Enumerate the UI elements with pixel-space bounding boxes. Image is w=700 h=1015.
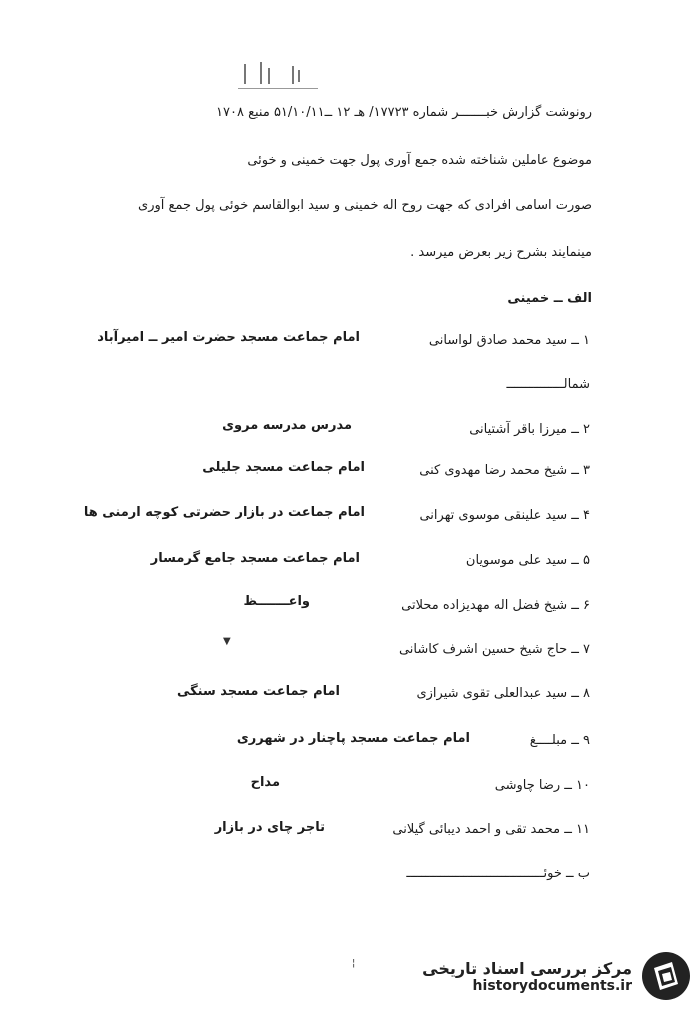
stamp-mark [238,58,318,89]
org-name: مرکز بررسی اسناد تاریخی [422,958,632,978]
entry-8-desc: امام جماعت مسجد سنگی [176,684,340,699]
section-b-heading: ب ــ خوئــــــــــــــــــــــــــــــــــــ [406,866,590,881]
report-subject: موضوع عاملین شناخته شده جمع آوری پول جهت خمینی و خوئی [247,153,592,168]
entry-2-desc: مدرس مدرسه مروی [222,418,352,433]
entry-6-name: ۶ ــ شیخ فضل اله مهدیزاده محلاتی [401,598,590,613]
entry-9-desc: امام جماعت مسجد پاچنار در شهرری [236,731,470,746]
entry-10-name: ۱۰ ــ رضا چاوشی [494,778,590,793]
entry-5-desc: امام جماعت مسجد جامع گرمسار [150,551,360,566]
website-link[interactable]: historydocuments.ir [472,977,632,994]
section-a-heading: الف ــ خمینی [507,291,592,306]
entry-5-name: ۵ ــ سید علی موسویان [465,553,590,568]
entry-8-name: ۸ ــ سید عبدالعلی تقوی شیرازی [416,686,590,701]
intro-line-2: مینمایند بشرح زیر بعرض میرسد . [410,245,592,260]
intro-line-1: صورت اسامی افرادی که جهت روح اله خمینی و سید ابوالقاسم خوئی پول جمع آوری [138,198,592,213]
pen-mark: ▼ [223,636,231,647]
entry-11-name: ۱۱ ــ محمد تقی و احمد دیبائی گیلانی [392,822,590,837]
entry-1-desc: امام جماعت مسجد حضرت امیر ــ امیرآباد [97,330,360,345]
entry-4-desc: امام جماعت در بازار حضرتی کوچه ارمنی ها [83,505,365,520]
archive-footer [402,945,692,1007]
entry-1-continuation: شمالـــــــــــــــ [506,377,590,392]
entry-3-name: ۳ ــ شیخ محمد رضا مهدوی کنی [419,463,590,478]
entry-9-name: ۹ ــ مبلــــغ [529,733,590,748]
small-mark: ¦ [352,958,356,969]
entry-6-desc: واعـــــــظ [243,594,310,609]
entry-11-desc: تاجر چای در بازار [214,820,325,835]
entry-7-name: ۷ ــ حاج شیخ حسین اشرف کاشانی [398,642,590,657]
archive-logo-icon [640,950,692,1002]
footer-text [422,959,632,994]
entry-2-name: ۲ ــ میرزا باقر آشتیانی [469,422,590,437]
entry-3-desc: امام جماعت مسجد جلیلی [202,460,365,475]
report-header: رونوشت گزارش خبـــــــر شماره ۱۷۷۲۳/ هـ ۱۲ ــ۵۱/۱۰/۱۱ منبع ۱۷۰۸ [216,105,592,120]
entry-1-name: ۱ ــ سید محمد صادق لواسانی [428,333,590,348]
entry-4-name: ۴ ــ سید علینقی موسوی تهرانی [419,508,590,523]
entry-10-desc: مداح [250,775,280,790]
